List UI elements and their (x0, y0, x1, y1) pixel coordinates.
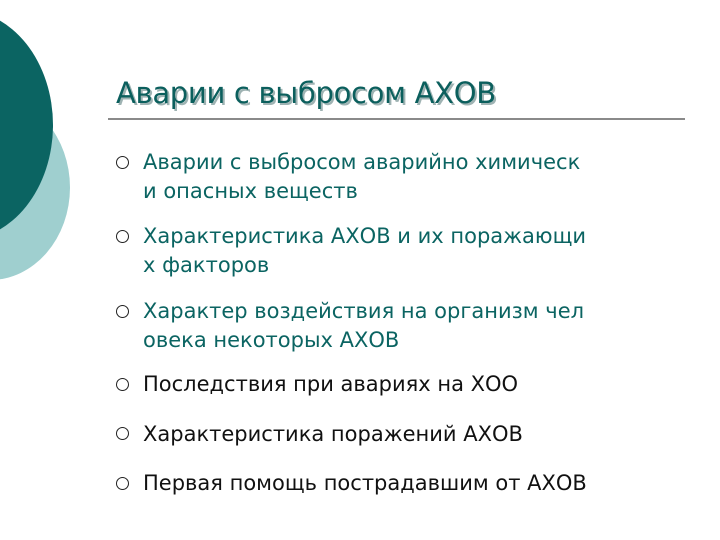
list-item-text: Характеристика поражений АХОВ (143, 422, 523, 446)
bullet-circle-icon (116, 305, 129, 318)
bullet-circle-icon (116, 378, 129, 391)
slide-title: Аварии с выбросом АХОВ (116, 76, 496, 110)
list-item-text: Характер воздействия на организм чел овека некоторых АХОВ (143, 299, 585, 352)
bullet-circle-icon (116, 477, 129, 490)
list-item-text: Последствия при авариях на ХОО (143, 372, 519, 396)
list-item-text: Аварии с выбросом аварийно химическ и опасных веществ (143, 150, 581, 203)
bullet-circle-icon (116, 156, 129, 169)
list-item-text: Характеристика АХОВ и их поражающи х факторов (143, 224, 587, 277)
list-item-text: Первая помощь пострадавшим от АХОВ (143, 471, 587, 495)
bullet-circle-icon (116, 230, 129, 243)
bullet-circle-icon (116, 427, 129, 440)
